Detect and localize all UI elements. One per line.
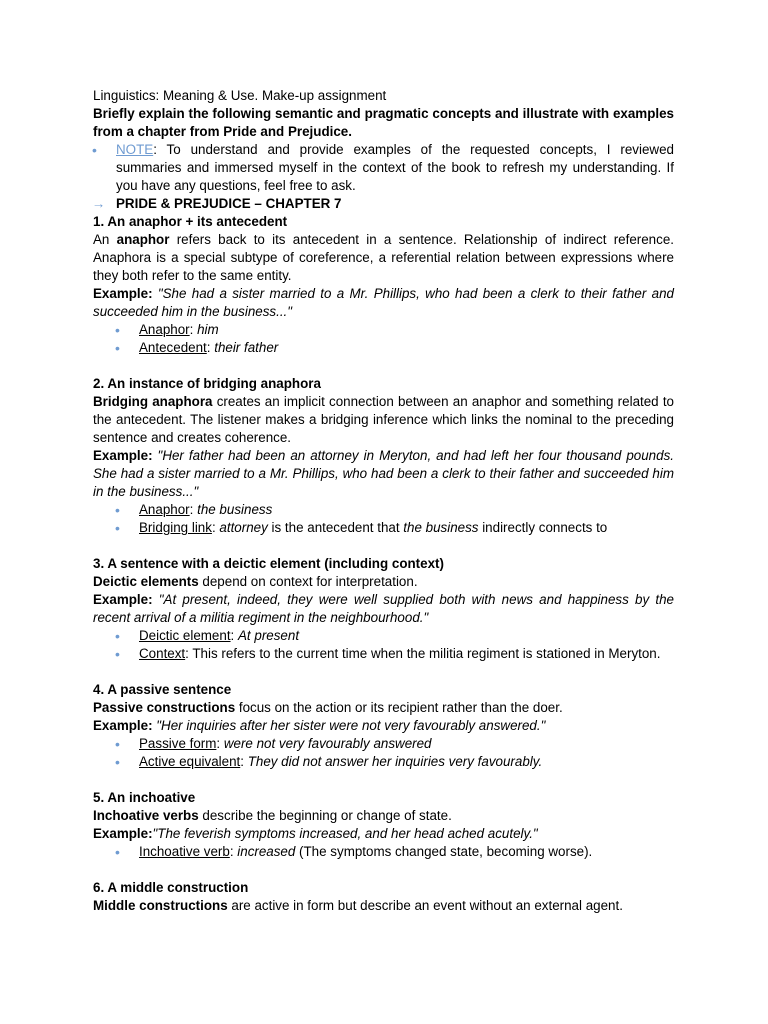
bullet-icon: • [115, 340, 120, 356]
section-definition [93, 807, 674, 825]
bullet-icon: • [115, 628, 120, 644]
chapter-title: PRIDE & PREJUDICE – CHAPTER 7 [116, 196, 342, 211]
note-link[interactable]: NOTE [116, 142, 154, 157]
example-label: Example: [93, 592, 153, 607]
spacer [93, 663, 674, 681]
item-value: their father [214, 340, 279, 355]
definition-text: describe the beginning or change of state. [198, 808, 452, 823]
section-definition [93, 231, 674, 285]
list-item [115, 339, 674, 357]
item-label: Bridging link [139, 520, 212, 535]
item-separator: : [229, 844, 238, 859]
item-label: Context [139, 646, 186, 661]
item-value: were not very favourably answered [223, 736, 432, 751]
section-example [93, 447, 674, 501]
example-label: Example: [93, 286, 153, 301]
spacer [93, 771, 674, 789]
list-item [115, 519, 674, 537]
analysis-list [93, 735, 674, 771]
definition-text: creates an implicit connection between an anaphor and something related to the antecedent. The listener makes a bridging inference which links the nominal to the preceding sentence and creates coherence. [93, 394, 674, 445]
analysis-list [93, 843, 674, 861]
section-heading: 6. A middle construction [93, 880, 249, 895]
definition-term: Middle constructions [93, 898, 228, 913]
list-item [115, 843, 674, 861]
list-item [115, 321, 674, 339]
bullet-icon: • [115, 754, 120, 770]
item-value: At present [238, 628, 300, 643]
bullet-icon: • [115, 844, 120, 860]
item-separator: : [230, 628, 238, 643]
item-text: : This refers to the current time when the militia regiment is stationed in Meryton. [185, 646, 661, 661]
document-title: Linguistics: Meaning & Use. Make-up assignment [93, 88, 387, 103]
section-heading: 2. An instance of bridging anaphora [93, 376, 321, 391]
definition-text: refers back to its antecedent in a sentence. Relationship of indirect reference. Anaphora is a special subtype of coreference, a referential relation between expressions where they both refer to the same entity. [93, 232, 674, 283]
note-text: : To understand and provide examples of the requested concepts, I reviewed summaries and immersed myself in the context of the book to refresh my understanding. If you have any questions, feel free to ask. [116, 142, 674, 193]
item-label: Active equivalent [139, 754, 241, 769]
item-label: Anaphor [139, 502, 190, 517]
section-heading: 5. An inchoative [93, 790, 196, 805]
item-separator: : [206, 340, 215, 355]
item-text: (The symptoms changed state, becoming worse). [295, 844, 593, 859]
analysis-list [93, 627, 674, 663]
item-label: Inchoative verb [139, 844, 230, 859]
definition-text: focus on the action or its recipient rather than the doer. [235, 700, 563, 715]
section-definition [93, 699, 674, 717]
example-quote: "Her inquiries after her sister were not very favourably answered." [152, 718, 546, 733]
item-label: Passive form [139, 736, 217, 751]
bullet-icon: • [115, 520, 120, 536]
note-list-item [93, 141, 674, 195]
spacer [93, 861, 674, 879]
item-value: the business [197, 502, 273, 517]
item-separator: : [189, 322, 198, 337]
definition-term: Bridging anaphora [93, 394, 213, 409]
section-example [93, 591, 674, 627]
example-label: Example: [93, 826, 153, 841]
item-value: attorney [219, 520, 268, 535]
section-example [93, 825, 674, 843]
item-value: the business [403, 520, 479, 535]
section-definition [93, 573, 674, 591]
item-value: him [197, 322, 219, 337]
item-separator: : [240, 754, 248, 769]
definition-term: Deictic elements [93, 574, 199, 589]
example-label: Example: [93, 448, 153, 463]
item-text: is the antecedent that [267, 520, 404, 535]
item-label: Antecedent [139, 340, 207, 355]
section-definition [93, 897, 674, 915]
bullet-icon: • [115, 646, 120, 662]
definition-term: Passive constructions [93, 700, 236, 715]
list-item [115, 645, 674, 663]
item-separator: : [189, 502, 198, 517]
section-heading: 1. An anaphor + its antecedent [93, 214, 288, 229]
spacer [93, 537, 674, 555]
section-example [93, 717, 674, 735]
analysis-list [93, 321, 674, 357]
section-heading: 3. A sentence with a deictic element (including context) [93, 556, 444, 571]
item-separator: : [216, 736, 224, 751]
bullet-icon: • [115, 736, 120, 752]
definition-text: An [93, 232, 117, 247]
chapter-heading [93, 195, 674, 213]
bullet-icon: • [115, 502, 120, 518]
document-body [93, 87, 674, 915]
section-definition [93, 393, 674, 447]
analysis-list [93, 501, 674, 537]
spacer [93, 357, 674, 375]
definition-text: depend on context for interpretation. [198, 574, 418, 589]
example-quote: "Her father had been an attorney in Meryton, and had left her four thousand pounds. She had a sister married to a Mr. Phillips, who had been a clerk to their father and succeeded him in the business..." [93, 448, 674, 499]
bullet-icon: • [92, 142, 97, 158]
bullet-icon: • [115, 322, 120, 338]
item-value: increased [237, 844, 296, 859]
item-label: Anaphor [139, 322, 190, 337]
assignment-instruction: Briefly explain the following semantic and pragmatic concepts and illustrate with examples from a chapter from Pride and Prejudice. [93, 106, 674, 139]
list-item [115, 735, 674, 753]
arrow-right-icon: → [92, 196, 106, 211]
definition-term: anaphor [116, 232, 170, 247]
list-item [115, 627, 674, 645]
section-example [93, 285, 674, 321]
item-label: Deictic element [139, 628, 231, 643]
item-separator: : [211, 520, 220, 535]
item-text: indirectly connects to [478, 520, 608, 535]
example-quote: "She had a sister married to a Mr. Phillips, who had been a clerk to their father and succeeded him in the business..." [93, 286, 674, 319]
example-label: Example: [93, 718, 153, 733]
definition-term: Inchoative verbs [93, 808, 199, 823]
example-quote: "The feverish symptoms increased, and her head ached acutely." [152, 826, 538, 841]
item-value: They did not answer her inquiries very favourably. [247, 754, 543, 769]
definition-text: are active in form but describe an event without an external agent. [227, 898, 623, 913]
section-heading: 4. A passive sentence [93, 682, 232, 697]
example-quote: "At present, indeed, they were well supplied both with news and happiness by the recent arrival of a militia regiment in the neighbourhood." [93, 592, 674, 625]
list-item [115, 501, 674, 519]
list-item [115, 753, 674, 771]
